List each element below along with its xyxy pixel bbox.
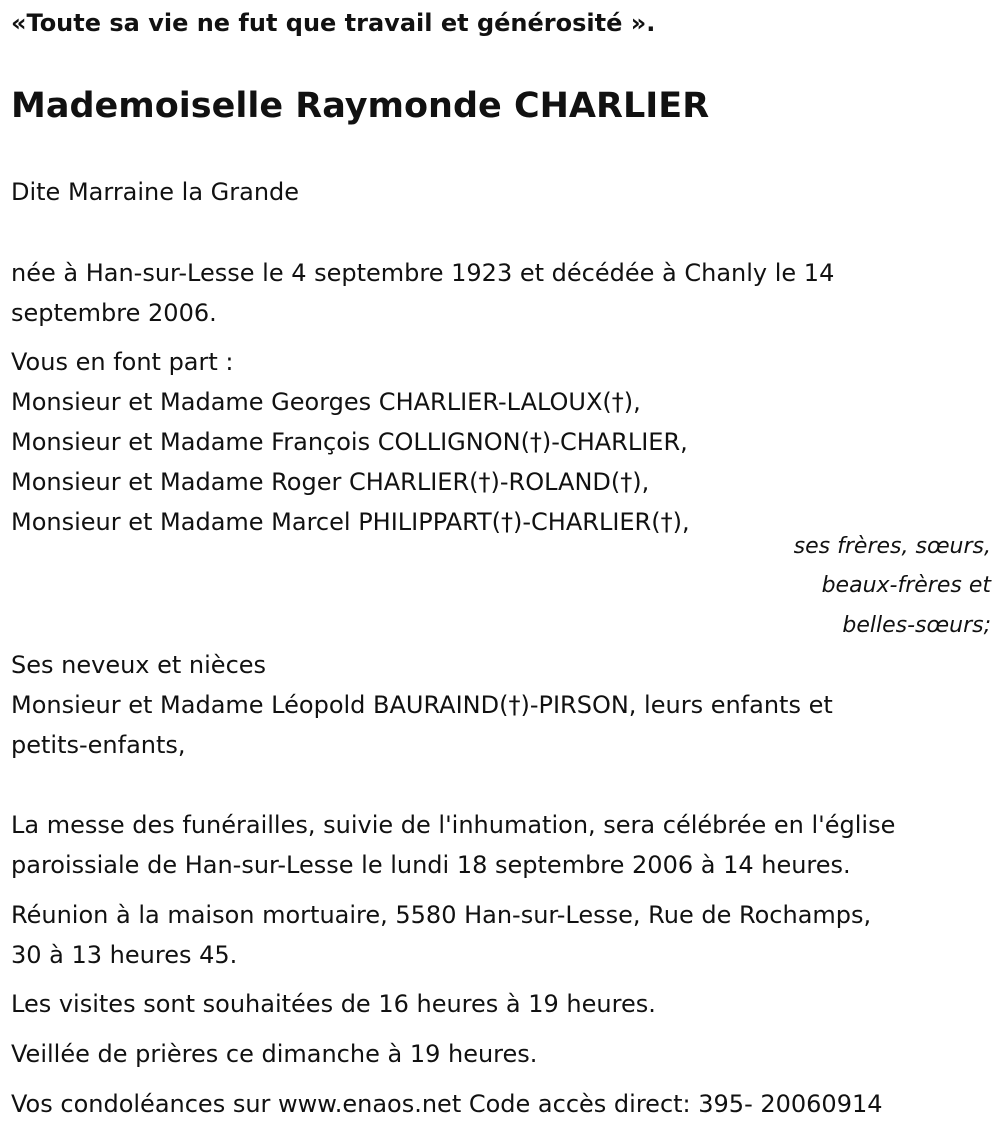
- siblings-caption-line: ses frères, sœurs,: [793, 534, 991, 559]
- sibling-line: Monsieur et Madame Georges CHARLIER-LALOUX(†),: [11, 388, 641, 416]
- siblings-caption-line: beaux-frères et: [821, 573, 991, 598]
- sibling-line: Monsieur et Madame François COLLIGNON(†)-CHARLIER,: [11, 428, 688, 456]
- birth-death-line-2: septembre 2006.: [11, 299, 217, 327]
- sibling-line: Monsieur et Madame Marcel PHILIPPART(†)-CHARLIER(†),: [11, 508, 690, 536]
- funeral-line-2: paroissiale de Han-sur-Lesse le lundi 18 septembre 2006 à 14 heures.: [11, 851, 851, 879]
- nephews-line-2: petits-enfants,: [11, 731, 186, 759]
- birth-death-line-1: née à Han-sur-Lesse le 4 septembre 1923 et décédée à Chanly le 14: [11, 259, 835, 287]
- condolences-info: Vos condoléances sur www.enaos.net Code accès direct: 395- 20060914: [11, 1090, 883, 1118]
- meeting-line-2: 30 à 13 heures 45.: [11, 941, 238, 969]
- vigil-info: Veillée de prières ce dimanche à 19 heures.: [11, 1040, 538, 1068]
- siblings-caption-line: belles-sœurs;: [842, 613, 991, 638]
- announce-intro: Vous en font part :: [11, 348, 234, 376]
- sibling-line: Monsieur et Madame Roger CHARLIER(†)-ROLAND(†),: [11, 468, 650, 496]
- nephews-intro: Ses neveux et nièces: [11, 651, 267, 679]
- funeral-line-1: La messe des funérailles, suivie de l'inhumation, sera célébrée en l'église: [11, 811, 896, 839]
- nickname: Dite Marraine la Grande: [11, 178, 300, 206]
- epitaph-quote: «Toute sa vie ne fut que travail et générosité ».: [11, 9, 656, 37]
- visits-info: Les visites sont souhaitées de 16 heures à 19 heures.: [11, 990, 656, 1018]
- meeting-line-1: Réunion à la maison mortuaire, 5580 Han-sur-Lesse, Rue de Rochamps,: [11, 901, 872, 929]
- nephews-line-1: Monsieur et Madame Léopold BAURAIND(†)-PIRSON, leurs enfants et: [11, 691, 833, 719]
- deceased-name: Mademoiselle Raymonde CHARLIER: [11, 86, 710, 126]
